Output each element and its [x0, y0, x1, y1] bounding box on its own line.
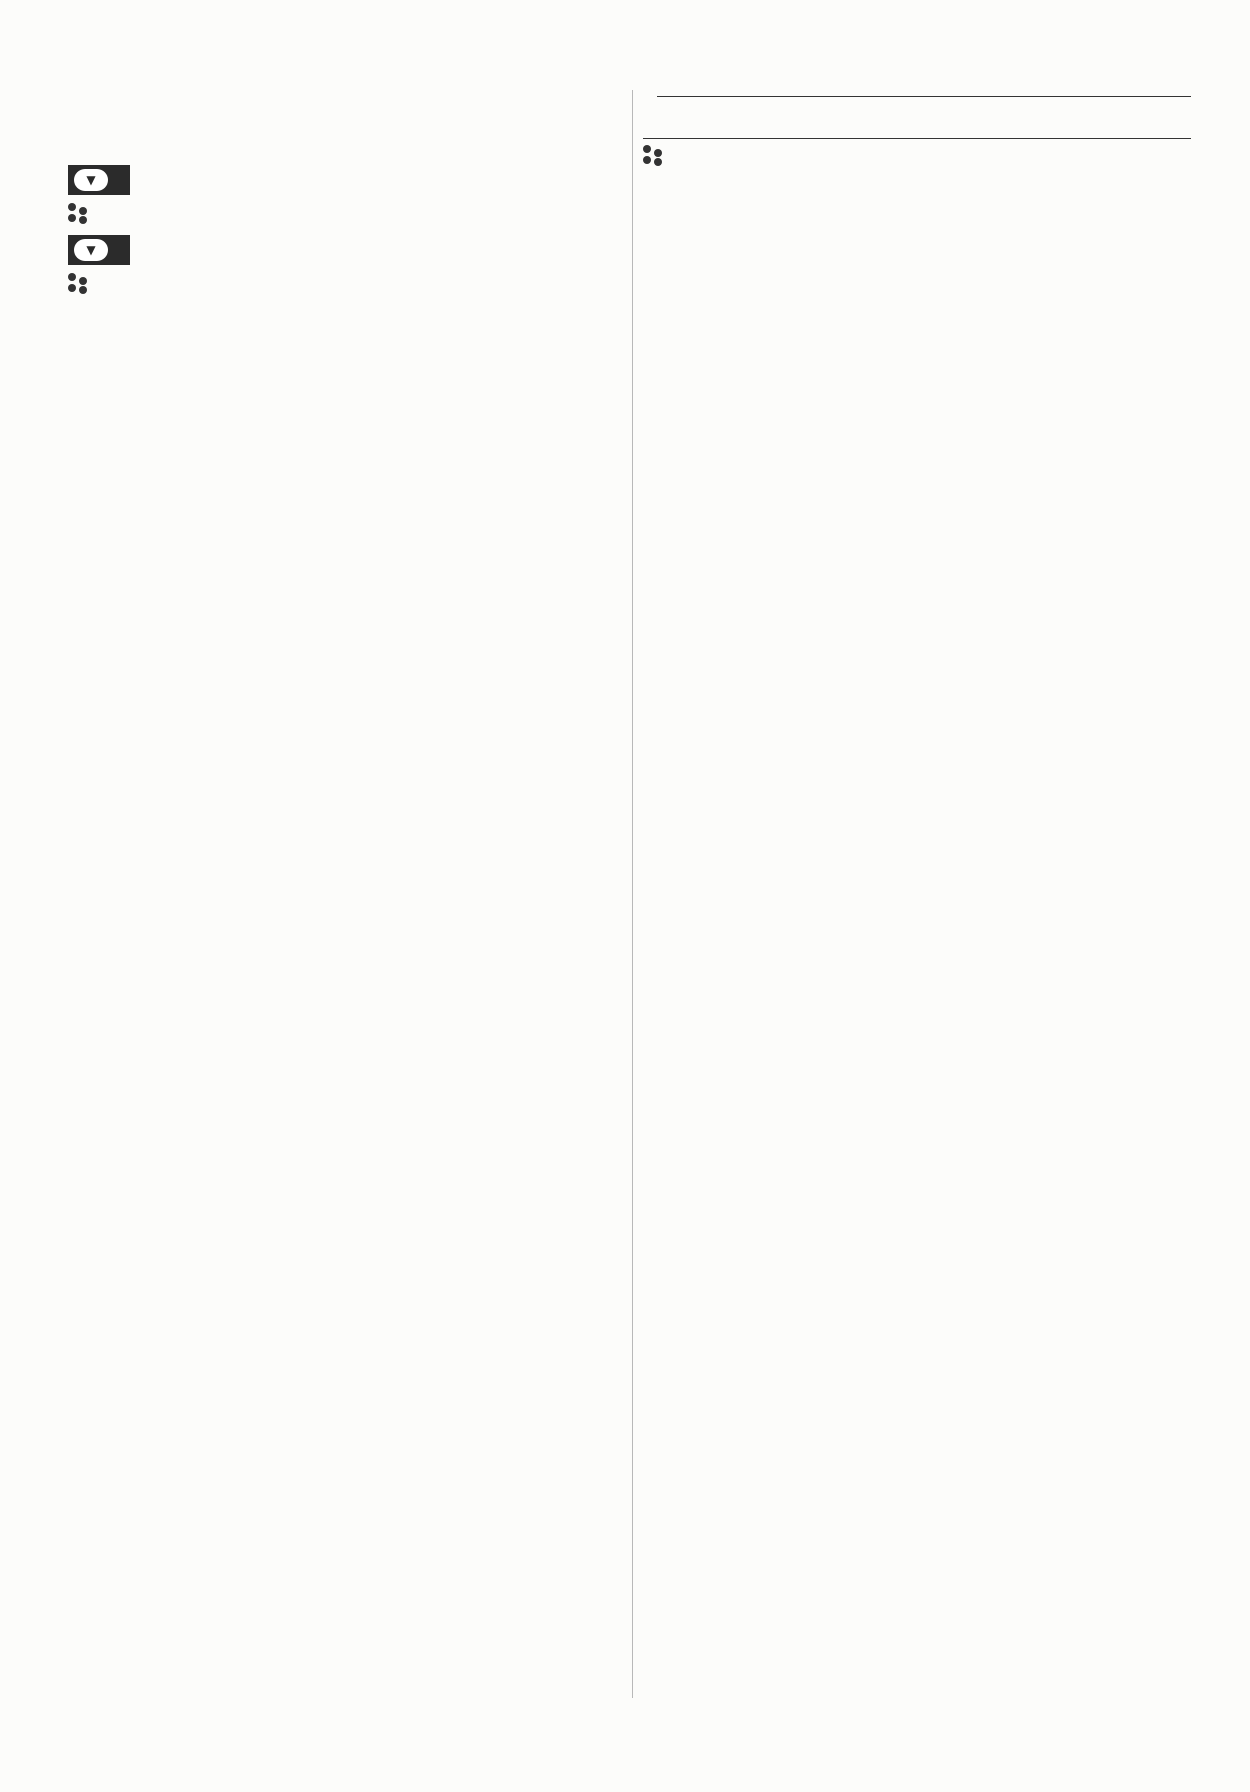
word-forms-tag: [68, 165, 130, 195]
left-column: [68, 90, 626, 293]
word-listen-heading: [68, 203, 626, 223]
answer-blank[interactable]: [657, 96, 1191, 97]
answer-blank-line[interactable]: [643, 105, 1191, 139]
right-column: [643, 90, 1191, 165]
key-sentences-tag: [68, 235, 130, 265]
listen-dots-icon: [68, 273, 90, 293]
model-listen-heading: [643, 145, 1191, 165]
column-divider: [632, 90, 633, 1698]
listen-dots-icon: [643, 145, 665, 165]
listen-dots-icon: [68, 203, 90, 223]
chevron-down-icon: ▼: [74, 169, 108, 191]
chevron-down-icon: ▼: [74, 239, 108, 261]
unit-title: [68, 108, 626, 135]
draft-paragraph-2: [643, 96, 1191, 105]
sentence-listen-heading: [68, 273, 626, 293]
